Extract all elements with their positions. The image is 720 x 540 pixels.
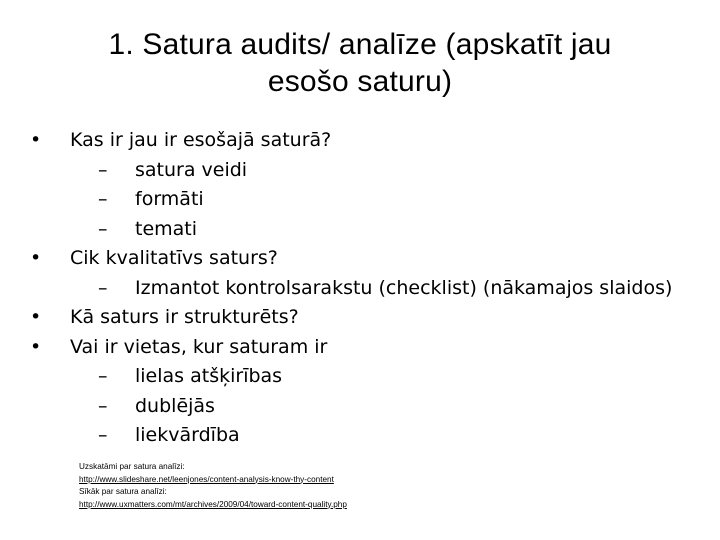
bullet-text: Vai ir vietas, kur saturam ir — [70, 335, 328, 358]
dash-marker: – — [98, 188, 108, 210]
sub-bullet-item — [30, 421, 700, 451]
sub-bullet-item — [30, 215, 700, 245]
bullet-text: Kas ir jau ir esošajā saturā? — [70, 129, 332, 151]
dash-marker: – — [98, 158, 108, 181]
dash-marker: – — [98, 365, 108, 387]
bullet-marker: • — [30, 335, 42, 358]
sub-bullet-text: dublējās — [135, 394, 215, 417]
bullet-item — [30, 333, 700, 363]
dash-marker: – — [98, 217, 108, 240]
sub-bullet-text: satura veidi — [135, 158, 248, 181]
slide-title-line-2: esošo saturu) — [267, 65, 453, 98]
note-label: Uzskatāmi par satura analīzi: — [79, 462, 185, 471]
sub-bullet-item — [30, 185, 700, 215]
dash-marker: – — [98, 424, 108, 446]
bullet-marker: • — [30, 306, 42, 328]
slide-title — [40, 26, 680, 100]
reference-notes — [79, 461, 347, 511]
bullet-text: Kā saturs ir strukturēts? — [70, 306, 299, 328]
bullet-text: Cik kvalitatīvs saturs? — [70, 247, 278, 269]
reference-link[interactable]: http://www.uxmatters.com/mt/archives/2009/04/toward-content-quality.php — [79, 499, 347, 509]
bullet-marker: • — [30, 129, 42, 151]
bullet-item — [30, 126, 700, 156]
bullet-item — [30, 244, 700, 274]
dash-marker: – — [98, 276, 108, 299]
note-label: Sīkāk par satura analīzi: — [79, 487, 167, 496]
sub-bullet-item — [30, 362, 700, 392]
dash-marker: – — [98, 394, 108, 417]
sub-bullet-text: temati — [135, 217, 198, 240]
bullet-marker: • — [30, 247, 42, 269]
bullet-list — [30, 126, 700, 451]
sub-bullet-text: liekvārdība — [135, 424, 240, 446]
sub-bullet-item — [30, 392, 700, 422]
sub-bullet-item — [30, 274, 700, 304]
sub-bullet-text: lielas atšķirības — [135, 365, 283, 387]
slide-title-line-1: 1. Satura audits/ analīze (apskatīt jau — [108, 28, 612, 61]
sub-bullet-text: Izmantot kontrolsarakstu (checklist) (nākamajos slaidos) — [135, 276, 673, 299]
bullet-item — [30, 303, 700, 333]
sub-bullet-item — [30, 156, 700, 186]
sub-bullet-text: formāti — [135, 188, 204, 210]
reference-link[interactable]: http://www.slideshare.net/leenjones/content-analysis-know-thy-content — [79, 474, 334, 484]
